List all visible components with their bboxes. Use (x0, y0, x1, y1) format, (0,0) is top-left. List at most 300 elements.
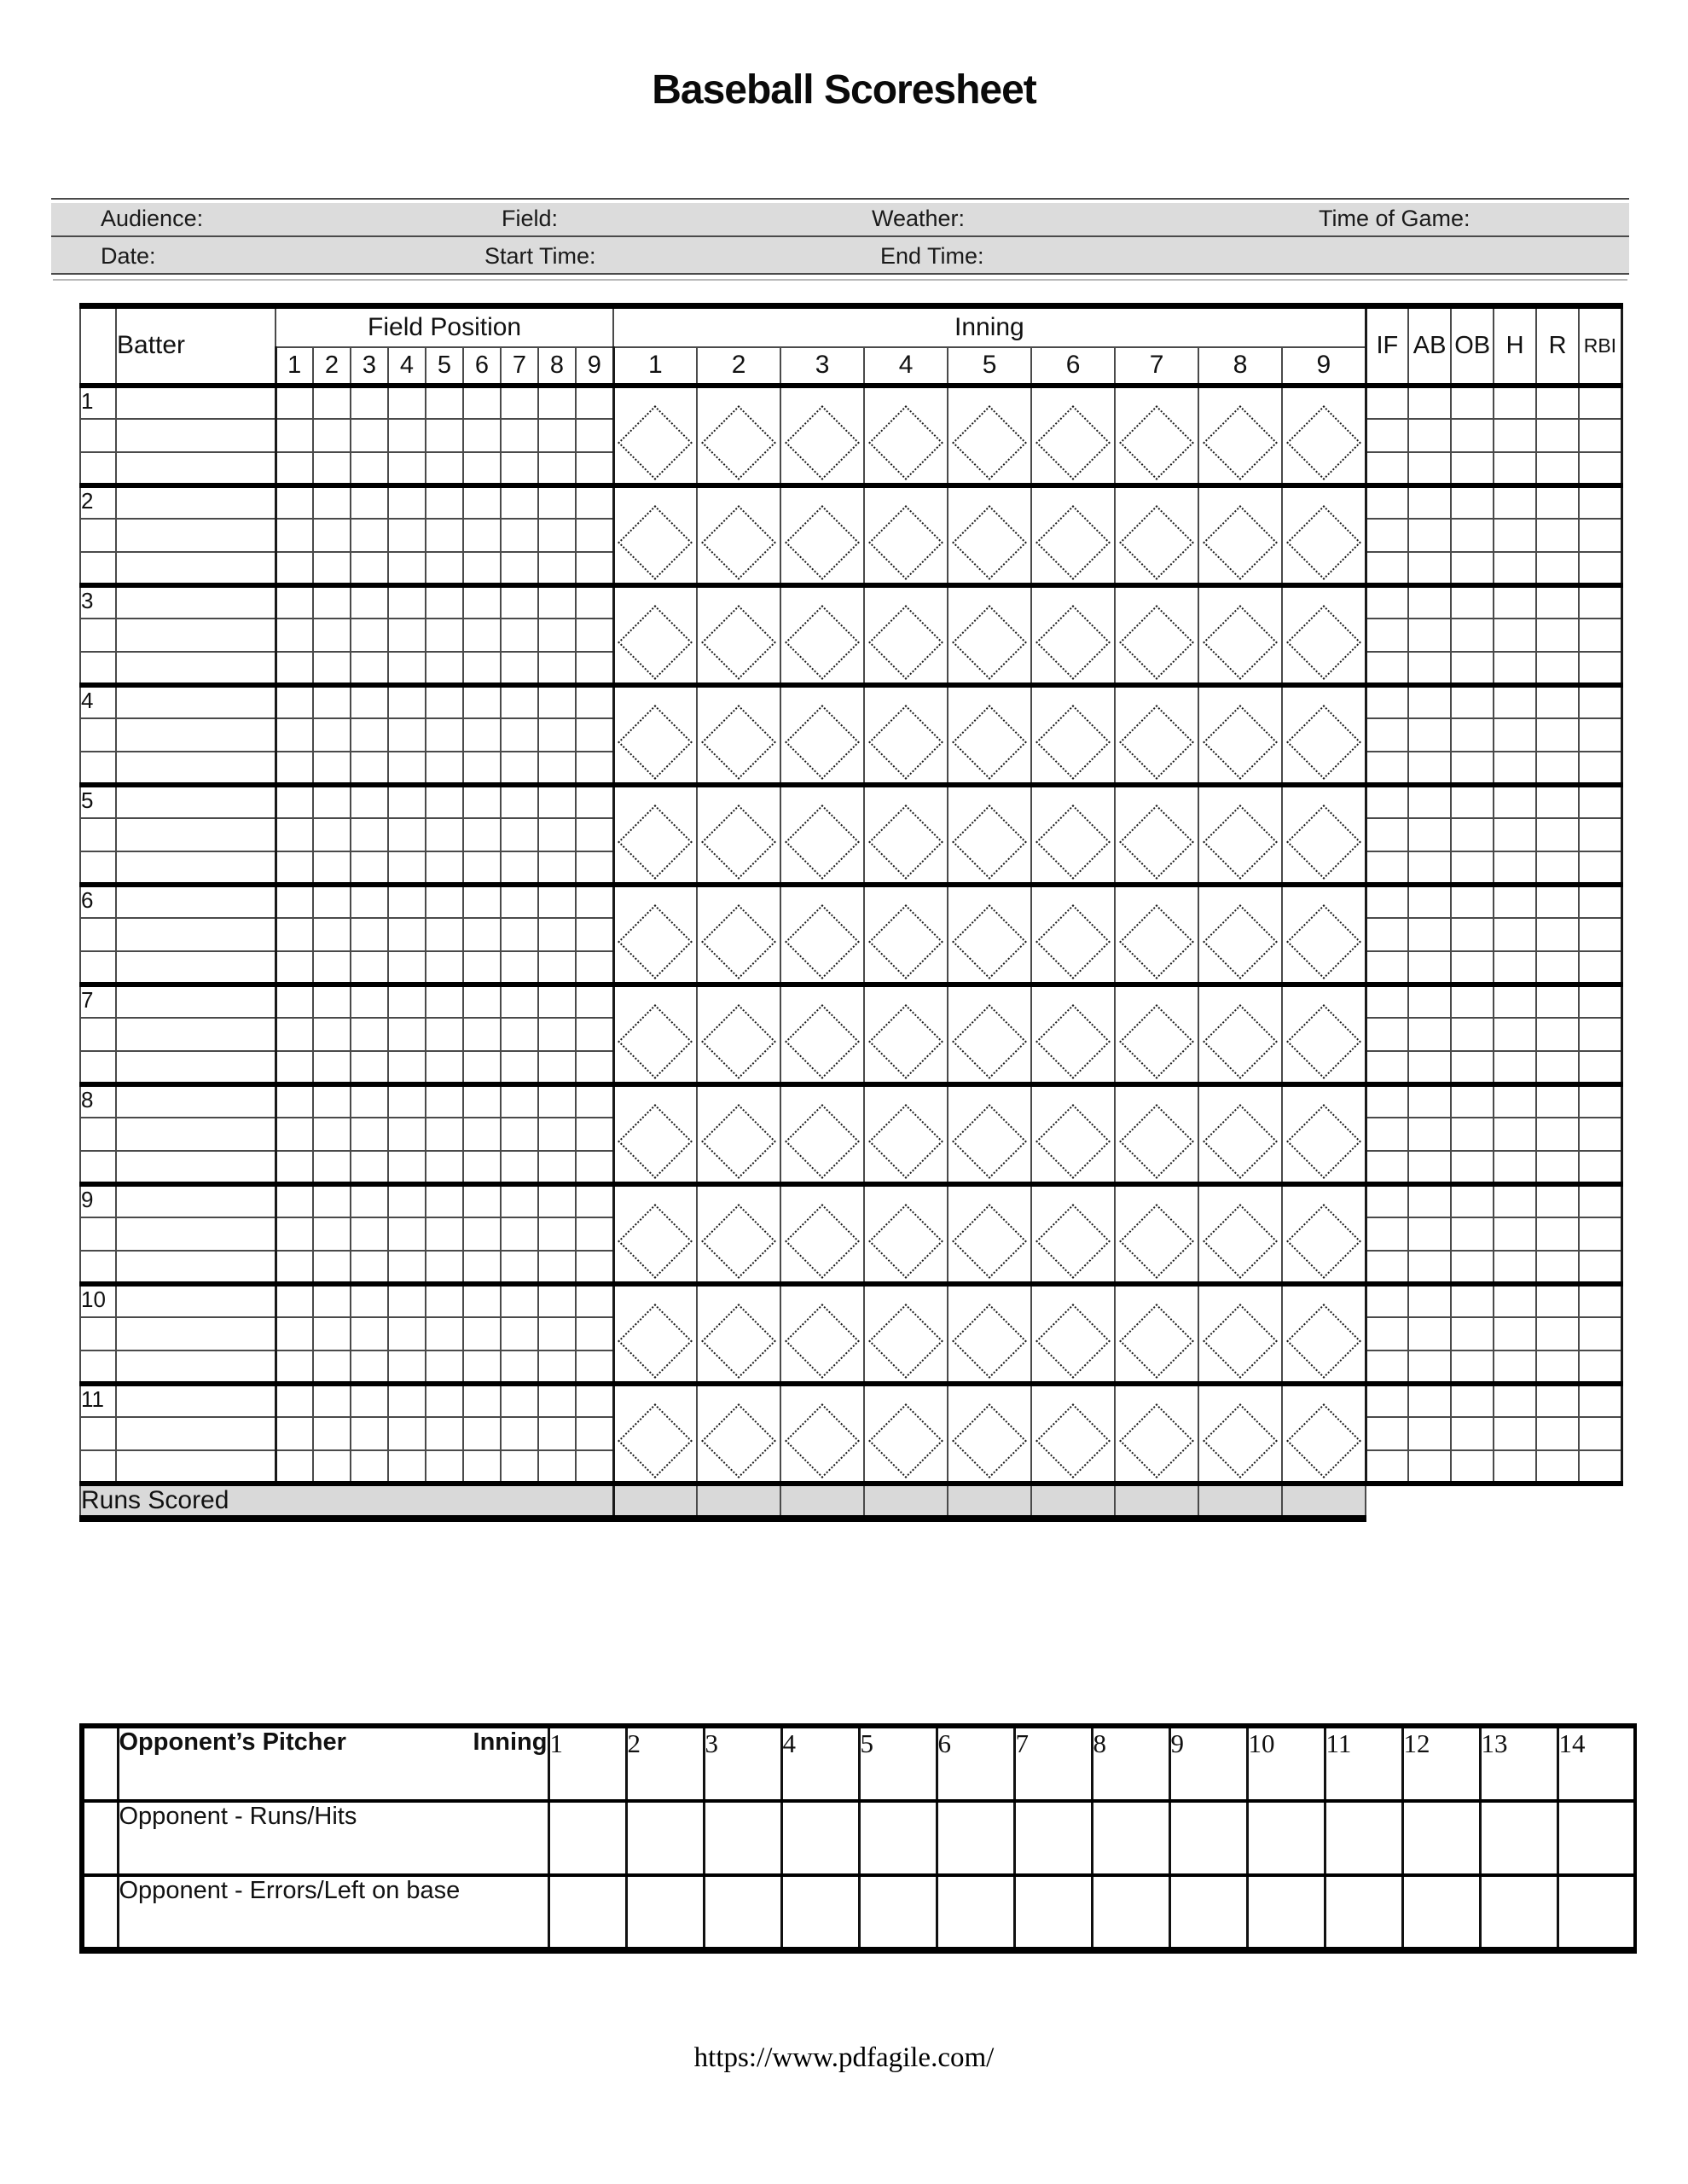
field-position-cell[interactable] (313, 619, 351, 652)
field-position-cell[interactable] (388, 419, 426, 452)
runs-scored-cell[interactable] (1282, 1484, 1366, 1519)
stat-cell[interactable] (1579, 818, 1621, 851)
field-position-cell[interactable] (501, 985, 538, 1018)
field-position-cell[interactable] (538, 485, 576, 519)
field-position-cell[interactable] (276, 1118, 313, 1151)
opponent-inning-cell[interactable] (1092, 1801, 1169, 1875)
opponent-inning-cell[interactable] (548, 1875, 626, 1950)
batter-name-cell[interactable] (116, 1284, 276, 1317)
field-position-cell[interactable] (538, 1184, 576, 1217)
stat-cell[interactable] (1536, 685, 1579, 718)
inning-cell[interactable] (1282, 885, 1366, 985)
field-position-cell[interactable] (313, 452, 351, 485)
stat-cell[interactable] (1536, 718, 1579, 752)
inning-cell[interactable] (1282, 585, 1366, 685)
stat-cell[interactable] (1366, 1018, 1408, 1051)
stat-cell[interactable] (1536, 1317, 1579, 1350)
stat-cell[interactable] (1494, 1417, 1536, 1450)
stat-cell[interactable] (1366, 918, 1408, 951)
opponent-inning-cell[interactable] (704, 1875, 781, 1950)
inning-cell[interactable] (948, 485, 1031, 585)
stat-cell[interactable] (1366, 1450, 1408, 1484)
field-position-cell[interactable] (501, 1084, 538, 1118)
field-position-cell[interactable] (388, 818, 426, 851)
stat-cell[interactable] (1366, 552, 1408, 585)
field-position-cell[interactable] (276, 1217, 313, 1251)
field-position-cell[interactable] (463, 1051, 501, 1084)
stat-cell[interactable] (1536, 485, 1579, 519)
field-position-cell[interactable] (276, 1317, 313, 1350)
field-position-cell[interactable] (426, 1350, 463, 1384)
field-position-cell[interactable] (276, 785, 313, 818)
field-position-cell[interactable] (463, 685, 501, 718)
stat-cell[interactable] (1579, 619, 1621, 652)
inning-cell[interactable] (1115, 785, 1198, 885)
stat-cell[interactable] (1579, 1251, 1621, 1284)
stat-cell[interactable] (1408, 1184, 1451, 1217)
field-position-cell[interactable] (426, 585, 463, 619)
stat-cell[interactable] (1451, 1417, 1494, 1450)
field-position-cell[interactable] (538, 1051, 576, 1084)
field-position-cell[interactable] (538, 1317, 576, 1350)
stat-cell[interactable] (1451, 851, 1494, 885)
inning-cell[interactable] (1198, 1084, 1282, 1184)
field-position-cell[interactable] (388, 985, 426, 1018)
inning-cell[interactable] (780, 1184, 864, 1284)
field-position-cell[interactable] (463, 785, 501, 818)
stat-cell[interactable] (1494, 851, 1536, 885)
field-position-cell[interactable] (313, 718, 351, 752)
stat-cell[interactable] (1408, 985, 1451, 1018)
field-position-cell[interactable] (426, 918, 463, 951)
field-position-cell[interactable] (276, 1417, 313, 1450)
inning-cell[interactable] (948, 985, 1031, 1084)
field-position-cell[interactable] (313, 585, 351, 619)
field-position-cell[interactable] (276, 1151, 313, 1184)
runs-scored-cell[interactable] (864, 1484, 948, 1519)
field-position-cell[interactable] (501, 452, 538, 485)
field-position-cell[interactable] (388, 386, 426, 419)
stat-cell[interactable] (1451, 619, 1494, 652)
field-position-cell[interactable] (501, 1350, 538, 1384)
stat-cell[interactable] (1451, 1051, 1494, 1084)
inning-cell[interactable] (1282, 1284, 1366, 1384)
batter-name-cell[interactable] (116, 552, 276, 585)
field-position-cell[interactable] (313, 419, 351, 452)
stat-cell[interactable] (1579, 785, 1621, 818)
batter-name-cell[interactable] (116, 818, 276, 851)
stat-cell[interactable] (1494, 1350, 1536, 1384)
field-position-cell[interactable] (538, 951, 576, 985)
batter-name-cell[interactable] (116, 485, 276, 519)
field-position-cell[interactable] (276, 685, 313, 718)
stat-cell[interactable] (1579, 752, 1621, 785)
field-position-cell[interactable] (576, 951, 613, 985)
stat-cell[interactable] (1494, 885, 1536, 918)
stat-cell[interactable] (1408, 652, 1451, 685)
opponent-inning-cell[interactable] (548, 1801, 626, 1875)
field-position-cell[interactable] (463, 619, 501, 652)
field-position-cell[interactable] (313, 851, 351, 885)
stat-cell[interactable] (1579, 552, 1621, 585)
inning-cell[interactable] (1198, 1284, 1282, 1384)
stat-cell[interactable] (1451, 419, 1494, 452)
stat-cell[interactable] (1536, 1350, 1579, 1384)
field-position-cell[interactable] (388, 885, 426, 918)
field-position-cell[interactable] (276, 1184, 313, 1217)
field-position-cell[interactable] (276, 851, 313, 885)
field-position-cell[interactable] (426, 1018, 463, 1051)
field-position-cell[interactable] (538, 752, 576, 785)
stat-cell[interactable] (1579, 419, 1621, 452)
stat-cell[interactable] (1494, 1251, 1536, 1284)
stat-cell[interactable] (1451, 1084, 1494, 1118)
field-position-cell[interactable] (388, 1151, 426, 1184)
field-position-cell[interactable] (501, 1284, 538, 1317)
batter-name-cell[interactable] (116, 918, 276, 951)
stat-cell[interactable] (1366, 1350, 1408, 1384)
inning-cell[interactable] (1115, 985, 1198, 1084)
inning-cell[interactable] (1282, 485, 1366, 585)
field-position-cell[interactable] (576, 619, 613, 652)
field-position-cell[interactable] (538, 652, 576, 685)
field-position-cell[interactable] (538, 718, 576, 752)
field-position-cell[interactable] (388, 1084, 426, 1118)
stat-cell[interactable] (1408, 419, 1451, 452)
stat-cell[interactable] (1579, 1184, 1621, 1217)
inning-cell[interactable] (1031, 585, 1115, 685)
field-position-cell[interactable] (388, 1384, 426, 1417)
inning-cell[interactable] (780, 985, 864, 1084)
field-position-cell[interactable] (276, 1018, 313, 1051)
field-position-cell[interactable] (313, 1450, 351, 1484)
field-position-cell[interactable] (501, 585, 538, 619)
field-position-cell[interactable] (576, 1317, 613, 1350)
field-position-cell[interactable] (313, 1184, 351, 1217)
inning-cell[interactable] (1198, 985, 1282, 1084)
field-position-cell[interactable] (501, 519, 538, 552)
stat-cell[interactable] (1451, 485, 1494, 519)
field-position-cell[interactable] (538, 1251, 576, 1284)
stat-cell[interactable] (1451, 885, 1494, 918)
batter-name-cell[interactable] (116, 785, 276, 818)
field-position-cell[interactable] (426, 1217, 463, 1251)
field-position-cell[interactable] (426, 1051, 463, 1084)
stat-cell[interactable] (1451, 519, 1494, 552)
inning-cell[interactable] (1282, 1384, 1366, 1484)
stat-cell[interactable] (1408, 851, 1451, 885)
field-position-cell[interactable] (501, 718, 538, 752)
footer-url[interactable]: https://www.pdfagile.com/ (693, 2042, 995, 2073)
field-position-cell[interactable] (351, 1384, 388, 1417)
stat-cell[interactable] (1536, 985, 1579, 1018)
batter-name-cell[interactable] (116, 652, 276, 685)
field-position-cell[interactable] (538, 1217, 576, 1251)
stat-cell[interactable] (1408, 585, 1451, 619)
batter-name-cell[interactable] (116, 1084, 276, 1118)
stat-cell[interactable] (1408, 785, 1451, 818)
inning-cell[interactable] (948, 785, 1031, 885)
inning-cell[interactable] (864, 1084, 948, 1184)
stat-cell[interactable] (1494, 718, 1536, 752)
field-position-cell[interactable] (463, 1184, 501, 1217)
batter-name-cell[interactable] (116, 519, 276, 552)
stat-cell[interactable] (1494, 1217, 1536, 1251)
field-position-cell[interactable] (426, 1284, 463, 1317)
stat-cell[interactable] (1536, 1450, 1579, 1484)
field-position-cell[interactable] (576, 1251, 613, 1284)
stat-cell[interactable] (1536, 585, 1579, 619)
inning-cell[interactable] (1031, 985, 1115, 1084)
field-position-cell[interactable] (426, 752, 463, 785)
field-position-cell[interactable] (576, 985, 613, 1018)
inning-cell[interactable] (1031, 1084, 1115, 1184)
field-position-cell[interactable] (313, 918, 351, 951)
field-position-cell[interactable] (351, 1051, 388, 1084)
field-position-cell[interactable] (538, 885, 576, 918)
stat-cell[interactable] (1494, 1384, 1536, 1417)
stat-cell[interactable] (1366, 1217, 1408, 1251)
opponent-inning-cell[interactable] (1480, 1801, 1557, 1875)
stat-cell[interactable] (1494, 1450, 1536, 1484)
inning-cell[interactable] (948, 1084, 1031, 1184)
stat-cell[interactable] (1366, 718, 1408, 752)
field-position-cell[interactable] (463, 585, 501, 619)
stat-cell[interactable] (1536, 785, 1579, 818)
inning-cell[interactable] (697, 685, 780, 785)
stat-cell[interactable] (1579, 1350, 1621, 1384)
batter-name-cell[interactable] (116, 1151, 276, 1184)
stat-cell[interactable] (1366, 885, 1408, 918)
stat-cell[interactable] (1536, 1151, 1579, 1184)
inning-cell[interactable] (1198, 585, 1282, 685)
inning-cell[interactable] (780, 1084, 864, 1184)
stat-cell[interactable] (1408, 918, 1451, 951)
inning-cell[interactable] (697, 885, 780, 985)
field-position-cell[interactable] (576, 485, 613, 519)
inning-cell[interactable] (1115, 386, 1198, 485)
field-position-cell[interactable] (351, 619, 388, 652)
field-position-cell[interactable] (351, 785, 388, 818)
field-position-cell[interactable] (426, 685, 463, 718)
field-position-cell[interactable] (276, 985, 313, 1018)
field-position-cell[interactable] (388, 1217, 426, 1251)
field-position-cell[interactable] (463, 519, 501, 552)
field-position-cell[interactable] (313, 1317, 351, 1350)
stat-cell[interactable] (1408, 452, 1451, 485)
stat-cell[interactable] (1579, 386, 1621, 419)
inning-cell[interactable] (697, 585, 780, 685)
inning-cell[interactable] (1198, 1384, 1282, 1484)
stat-cell[interactable] (1494, 818, 1536, 851)
stat-cell[interactable] (1494, 1118, 1536, 1151)
stat-cell[interactable] (1494, 1051, 1536, 1084)
stat-cell[interactable] (1536, 1118, 1579, 1151)
field-position-cell[interactable] (426, 718, 463, 752)
runs-scored-cell[interactable] (1031, 1484, 1115, 1519)
field-position-cell[interactable] (313, 552, 351, 585)
stat-cell[interactable] (1408, 519, 1451, 552)
opponent-inning-cell[interactable]: 4 (781, 1726, 859, 1801)
field-position-cell[interactable] (501, 1217, 538, 1251)
stat-cell[interactable] (1451, 1217, 1494, 1251)
runs-scored-cell[interactable] (613, 1484, 697, 1519)
field-position-cell[interactable] (576, 652, 613, 685)
stat-cell[interactable] (1408, 685, 1451, 718)
inning-cell[interactable] (780, 386, 864, 485)
field-position-cell[interactable] (538, 1084, 576, 1118)
field-position-cell[interactable] (576, 1084, 613, 1118)
field-position-cell[interactable] (501, 1051, 538, 1084)
opponent-inning-cell[interactable] (1402, 1875, 1480, 1950)
field-position-cell[interactable] (463, 718, 501, 752)
inning-cell[interactable] (1031, 386, 1115, 485)
field-position-cell[interactable] (351, 1317, 388, 1350)
stat-cell[interactable] (1408, 1417, 1451, 1450)
stat-cell[interactable] (1408, 718, 1451, 752)
inning-cell[interactable] (1198, 485, 1282, 585)
inning-cell[interactable] (1282, 1184, 1366, 1284)
opponent-inning-cell[interactable] (704, 1801, 781, 1875)
field-position-cell[interactable] (276, 752, 313, 785)
stat-cell[interactable] (1451, 1018, 1494, 1051)
opponent-inning-cell[interactable] (1169, 1801, 1247, 1875)
opponent-inning-cell[interactable]: 9 (1169, 1726, 1247, 1801)
field-position-cell[interactable] (351, 452, 388, 485)
stat-cell[interactable] (1494, 951, 1536, 985)
stat-cell[interactable] (1408, 1217, 1451, 1251)
stat-cell[interactable] (1451, 1184, 1494, 1217)
batter-name-cell[interactable] (116, 1417, 276, 1450)
field-position-cell[interactable] (576, 386, 613, 419)
inning-cell[interactable] (1115, 485, 1198, 585)
field-position-cell[interactable] (426, 452, 463, 485)
stat-cell[interactable] (1451, 1151, 1494, 1184)
inning-cell[interactable] (864, 485, 948, 585)
stat-cell[interactable] (1366, 785, 1408, 818)
batter-name-cell[interactable] (116, 1184, 276, 1217)
field-position-cell[interactable] (313, 1350, 351, 1384)
field-position-cell[interactable] (388, 951, 426, 985)
inning-cell[interactable] (1031, 785, 1115, 885)
field-position-cell[interactable] (351, 552, 388, 585)
field-position-cell[interactable] (538, 918, 576, 951)
stat-cell[interactable] (1579, 585, 1621, 619)
field-position-cell[interactable] (351, 1417, 388, 1450)
inning-cell[interactable] (613, 685, 697, 785)
field-position-cell[interactable] (501, 685, 538, 718)
stat-cell[interactable] (1366, 1251, 1408, 1284)
inning-cell[interactable] (697, 1284, 780, 1384)
field-position-cell[interactable] (276, 885, 313, 918)
stat-cell[interactable] (1366, 985, 1408, 1018)
stat-cell[interactable] (1536, 885, 1579, 918)
stat-cell[interactable] (1366, 386, 1408, 419)
stat-cell[interactable] (1494, 519, 1536, 552)
stat-cell[interactable] (1536, 951, 1579, 985)
stat-cell[interactable] (1408, 1118, 1451, 1151)
stat-cell[interactable] (1536, 918, 1579, 951)
stat-cell[interactable] (1579, 1084, 1621, 1118)
field-position-cell[interactable] (576, 1051, 613, 1084)
stat-cell[interactable] (1451, 985, 1494, 1018)
batter-name-cell[interactable] (116, 585, 276, 619)
field-position-cell[interactable] (501, 1417, 538, 1450)
stat-cell[interactable] (1494, 752, 1536, 785)
field-position-cell[interactable] (426, 419, 463, 452)
stat-cell[interactable] (1494, 585, 1536, 619)
opponent-inning-cell[interactable] (781, 1801, 859, 1875)
field-position-cell[interactable] (276, 918, 313, 951)
field-position-cell[interactable] (313, 1018, 351, 1051)
stat-cell[interactable] (1366, 1284, 1408, 1317)
batter-name-cell[interactable] (116, 1118, 276, 1151)
opponent-inning-cell[interactable] (1014, 1875, 1092, 1950)
field-position-cell[interactable] (388, 652, 426, 685)
field-position-cell[interactable] (426, 785, 463, 818)
field-position-cell[interactable] (276, 1051, 313, 1084)
inning-cell[interactable] (864, 885, 948, 985)
inning-cell[interactable] (864, 1284, 948, 1384)
field-position-cell[interactable] (351, 1450, 388, 1484)
field-position-cell[interactable] (388, 685, 426, 718)
runs-scored-cell[interactable] (697, 1484, 780, 1519)
field-position-cell[interactable] (426, 1317, 463, 1350)
stat-cell[interactable] (1536, 1417, 1579, 1450)
stat-cell[interactable] (1451, 785, 1494, 818)
batter-name-cell[interactable] (116, 851, 276, 885)
field-position-cell[interactable] (501, 752, 538, 785)
field-position-cell[interactable] (426, 985, 463, 1018)
field-position-cell[interactable] (538, 452, 576, 485)
field-position-cell[interactable] (276, 1450, 313, 1484)
inning-cell[interactable] (948, 585, 1031, 685)
inning-cell[interactable] (613, 585, 697, 685)
opponent-inning-cell[interactable]: 10 (1247, 1726, 1325, 1801)
field-position-cell[interactable] (276, 485, 313, 519)
field-position-cell[interactable] (388, 1317, 426, 1350)
field-position-cell[interactable] (426, 885, 463, 918)
field-position-cell[interactable] (426, 851, 463, 885)
opponent-inning-cell[interactable] (1169, 1875, 1247, 1950)
field-position-cell[interactable] (388, 1018, 426, 1051)
inning-cell[interactable] (864, 685, 948, 785)
field-position-cell[interactable] (463, 1417, 501, 1450)
field-position-cell[interactable] (576, 885, 613, 918)
inning-cell[interactable] (1282, 386, 1366, 485)
stat-cell[interactable] (1579, 1151, 1621, 1184)
field-position-cell[interactable] (313, 519, 351, 552)
stat-cell[interactable] (1366, 685, 1408, 718)
field-position-cell[interactable] (463, 851, 501, 885)
field-position-cell[interactable] (576, 1217, 613, 1251)
field-position-cell[interactable] (463, 1450, 501, 1484)
opponent-inning-cell[interactable] (1402, 1801, 1480, 1875)
inning-cell[interactable] (780, 585, 864, 685)
field-position-cell[interactable] (276, 552, 313, 585)
stat-cell[interactable] (1451, 918, 1494, 951)
stat-cell[interactable] (1536, 818, 1579, 851)
stat-cell[interactable] (1494, 552, 1536, 585)
stat-cell[interactable] (1494, 1018, 1536, 1051)
opponent-inning-cell[interactable]: 6 (937, 1726, 1014, 1801)
field-position-cell[interactable] (538, 619, 576, 652)
stat-cell[interactable] (1366, 1317, 1408, 1350)
stat-cell[interactable] (1579, 485, 1621, 519)
field-position-cell[interactable] (538, 818, 576, 851)
field-position-cell[interactable] (576, 818, 613, 851)
stat-cell[interactable] (1536, 1018, 1579, 1051)
